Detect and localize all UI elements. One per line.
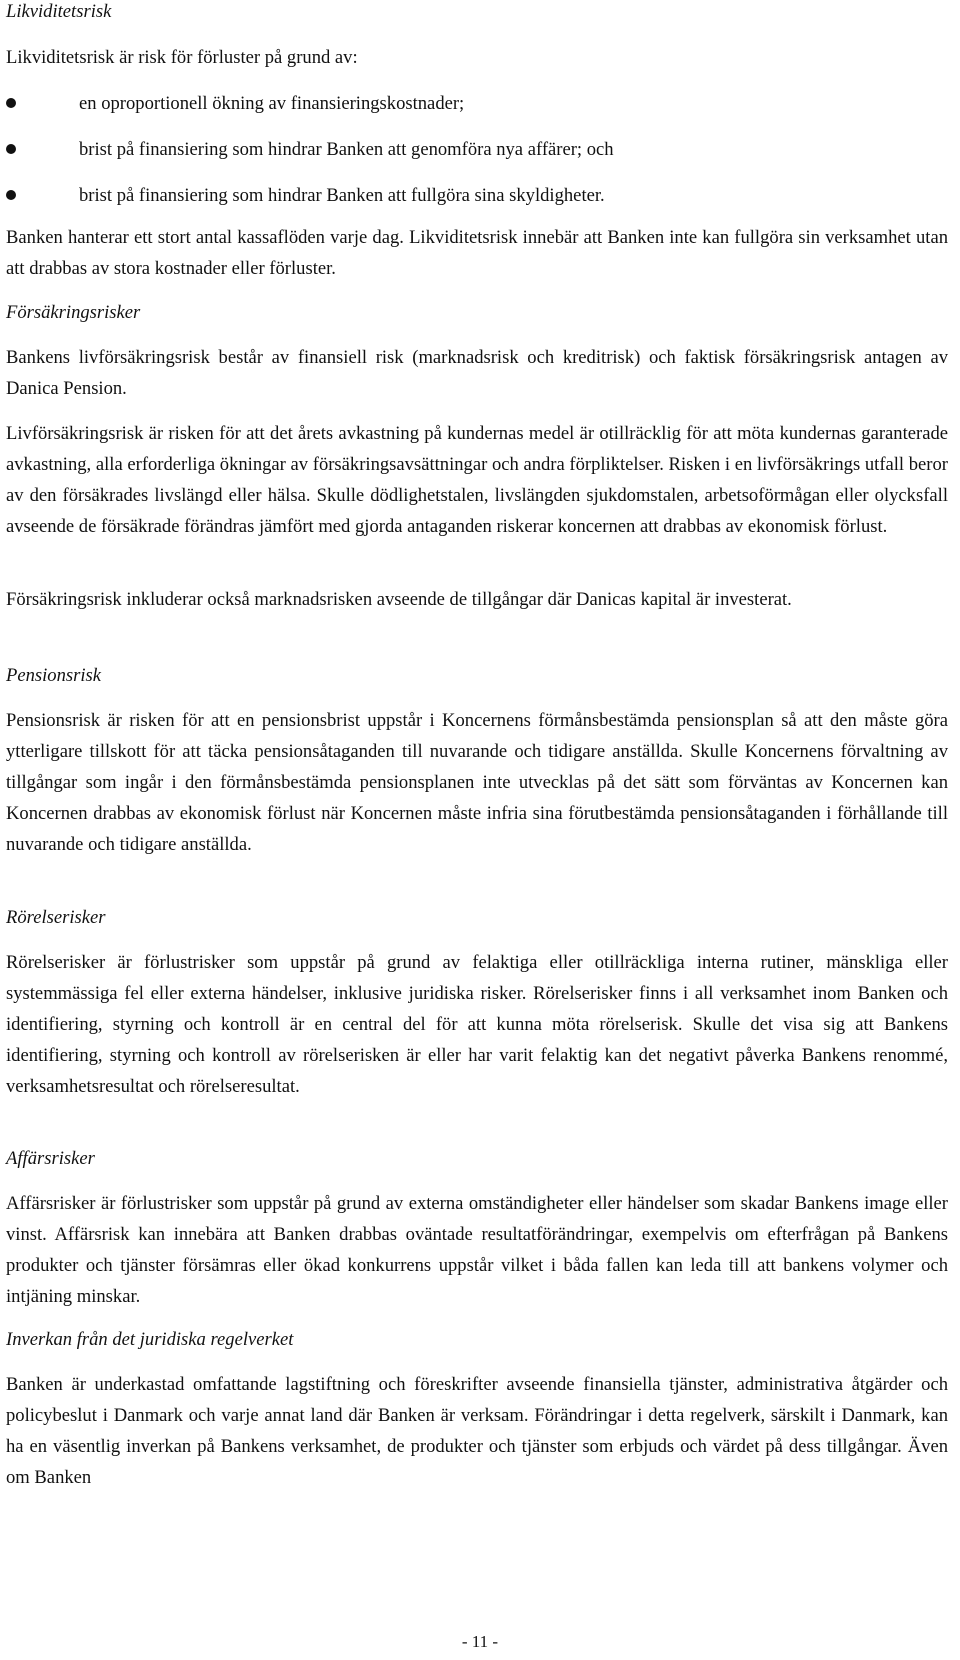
page-number: - 11 - xyxy=(461,1632,499,1651)
bullet-icon xyxy=(6,98,16,108)
insurance-paragraph-1: Bankens livförsäkringsrisk består av finansiell risk (marknadsrisk och kreditrisk) och faktisk försäkringsrisk antagen av Danica Pension. xyxy=(6,347,948,399)
heading-liquidity: Likviditetsrisk xyxy=(6,1,112,22)
bullet-icon xyxy=(6,190,16,200)
heading-operational: Rörelserisker xyxy=(6,907,106,928)
heading-insurance: Försäkringsrisker xyxy=(6,302,141,323)
heading-regulatory: Inverkan från det juridiska regelverket xyxy=(6,1329,294,1350)
liquidity-intro: Likviditetsrisk är risk för förluster på grund av: xyxy=(6,47,358,68)
insurance-paragraph-2: Livförsäkringsrisk är risken för att det årets avkastning på kundernas medel är otillräcklig för att möta kundernas garanterade avkastning, alla erforderliga ökningar av försäkringsavsättningar och andra förpliktelser. Risken i en livförsäkrings utfall beror av den försäkrades livslängd eller hälsa. Skulle dödlighetstalen, livslängden sjukdomstalen, arbetsoförmågan eller olycksfall avseende de försäkrade förändras jämfört med gjorda antaganden riskerar koncernen att drabbas av ekonomisk förlust. xyxy=(6,423,948,537)
liquidity-bullet-list xyxy=(6,88,948,226)
list-item xyxy=(6,134,948,180)
operational-paragraph: Rörelserisker är förlustrisker som uppstår på grund av felaktiga eller otillräckliga interna rutiner, mänskliga eller systemmässiga fel eller externa händelser, inklusive juridiska risker. Rörelserisker finns i all verksamhet inom Banken och identifiering, styrning och kontroll är en central del för att kunna möta rörelserisk. Skulle det visa sig att Bankens identifiering, styrning och kontroll av rörelserisken är eller har varit felaktig kan det negativt påverka Bankens renommé, verksamhetsresultat och rörelseresultat. xyxy=(6,952,948,1097)
list-item-text: en oproportionell ökning av finansieringskostnader; xyxy=(79,93,465,114)
list-item xyxy=(6,180,948,226)
business-paragraph: Affärsrisker är förlustrisker som uppstår på grund av externa omständigheter eller händelser som skadar Bankens image eller vinst. Affärsrisk kan innebära att Banken drabbas oväntade resultatförändringar, exempelvis om efterfrågan på Bankens produkter och tjänster försämras eller ökad konkurrens uppstår vilket i båda fallen kan leda till att bankens volymer och intjäning minskar. xyxy=(6,1193,948,1307)
heading-business: Affärsrisker xyxy=(6,1148,95,1169)
bullet-icon xyxy=(6,144,16,154)
pension-paragraph: Pensionsrisk är risken för att en pensionsbrist uppstår i Koncernens förmånsbestämda pensionsplan så att den måste göra ytterligare tillskott för att täcka pensionsåtaganden till nuvarande och tidigare anställda. Skulle Koncernens förvaltning av tillgångar som ingår i den förmånsbestämda pensionsplanen inte utvecklas på det sätt som förväntas av Koncernen kan Koncernen drabbas av ekonomisk förlust när Koncernen måste infria sina förutbestämda pensionsåtaganden i förhållande till nuvarande och tidigare anställda. xyxy=(6,710,948,855)
list-item-text: brist på finansiering som hindrar Banken att genomföra nya affärer; och xyxy=(79,139,614,160)
heading-pension: Pensionsrisk xyxy=(6,665,102,686)
list-item-text: brist på finansiering som hindrar Banken att fullgöra sina skyldigheter. xyxy=(79,185,605,206)
liquidity-paragraph: Banken hanterar ett stort antal kassaflöden varje dag. Likviditetsrisk innebär att Banken inte kan fullgöra sin verksamhet utan att drabbas av stora kostnader eller förluster. xyxy=(6,227,948,279)
regulatory-paragraph: Banken är underkastad omfattande lagstiftning och föreskrifter avseende finansiella tjänster, administrativa åtgärder och policybeslut i Danmark och varje annat land där Banken är verksam. Förändringar i detta regelverk, särskilt i Danmark, kan ha en väsentlig inverkan på Bankens verksamhet, de produkter och tjänster som erbjuds och värdet på dess tillgångar. Även om Banken xyxy=(6,1374,948,1488)
list-item xyxy=(6,88,948,134)
insurance-paragraph-3: Försäkringsrisk inkluderar också marknadsrisken avseende de tillgångar där Danicas kapital är investerat. xyxy=(6,589,792,610)
